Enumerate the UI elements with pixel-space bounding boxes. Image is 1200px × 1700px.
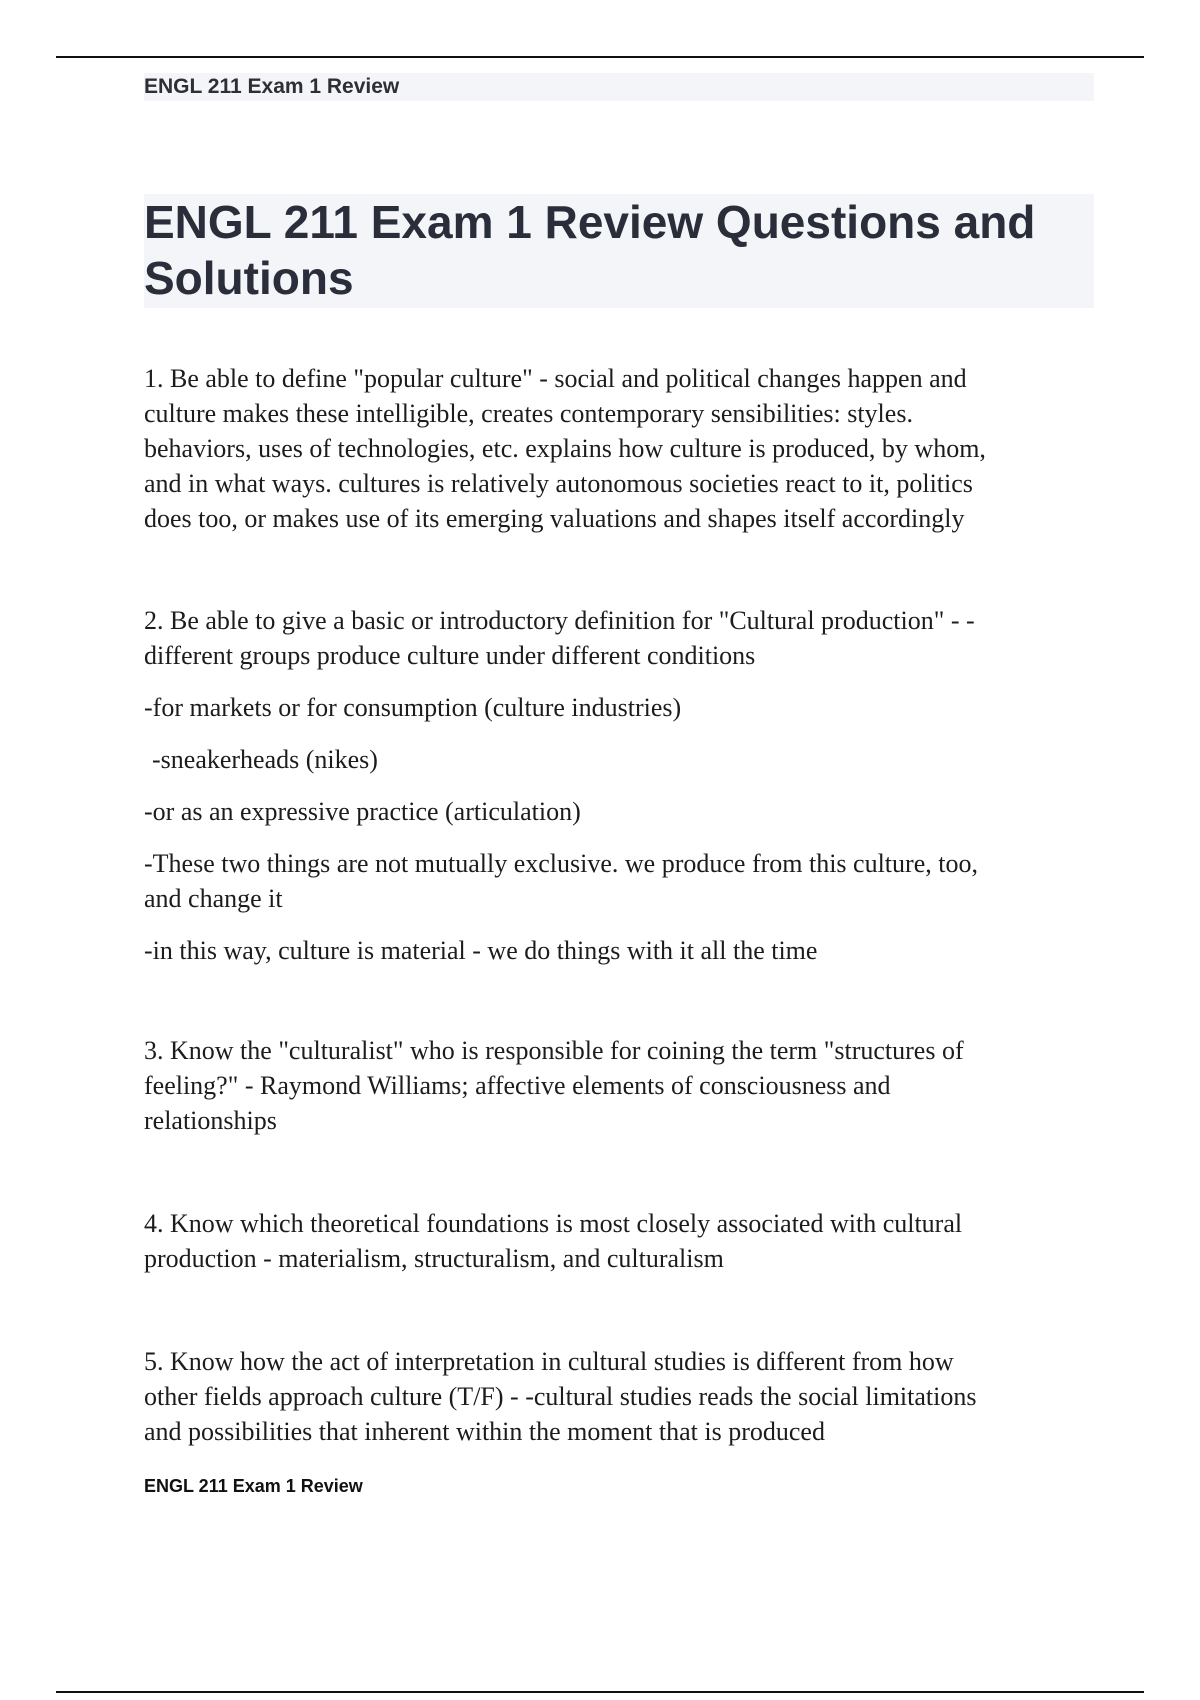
question-2-subpoint: -These two things are not mutually exclusive. we produce from this culture, too, and change it xyxy=(144,849,978,913)
question-2 xyxy=(144,603,1064,1033)
question-5 xyxy=(144,1344,1064,1449)
question-2-text: 2. Be able to give a basic or introductory definition for "Cultural production" - - different groups produce culture under different conditions xyxy=(144,606,975,670)
running-header: ENGL 211 Exam 1 Review xyxy=(144,73,1094,101)
question-4-text: 4. Know which theoretical foundations is most closely associated with cultural production - materialism, structuralism, and culturalism xyxy=(144,1209,963,1273)
question-2-subpoint: -for markets or for consumption (culture industries) xyxy=(144,693,682,722)
title-line-1: ENGL 211 Exam 1 Review Questions and xyxy=(144,196,1036,248)
question-3 xyxy=(144,1033,1064,1206)
bottom-rule xyxy=(56,1691,1144,1693)
question-3-text: 3. Know the "culturalist" who is responsible for coining the term "structures of feeling?" - Raymond Williams; affective elements of consciousness and relationships xyxy=(144,1036,964,1135)
question-1 xyxy=(144,361,1064,603)
top-rule xyxy=(56,56,1144,58)
question-2-subpoint: -or as an expressive practice (articulation) xyxy=(144,797,581,826)
question-1-text: 1. Be able to define "popular culture" - social and political changes happen and culture makes these intelligible, creates contemporary sensibilities: styles. behaviors, uses of technologies, etc. explains how culture is produced, by whom, and in what ways. cultures is relatively autonomous societies react to it, politics does too, or makes use of its emerging valuations and shapes itself accordingly xyxy=(144,364,986,533)
question-list xyxy=(144,361,1064,1449)
question-2-subpoint: -in this way, culture is material - we do things with it all the time xyxy=(144,936,818,965)
question-5-text: 5. Know how the act of interpretation in cultural studies is different from how other fields approach culture (T/F) - -cultural studies reads the social limitations and possibilities that inherent within the moment that is produced xyxy=(144,1347,977,1446)
title-block xyxy=(144,194,1094,308)
title-line-2: Solutions xyxy=(144,252,354,304)
document-title xyxy=(144,194,1094,306)
footer-label: ENGL 211 Exam 1 Review xyxy=(144,1476,363,1496)
question-4 xyxy=(144,1206,1064,1344)
question-2-subpoint: -sneakerheads (nikes) xyxy=(152,745,378,774)
